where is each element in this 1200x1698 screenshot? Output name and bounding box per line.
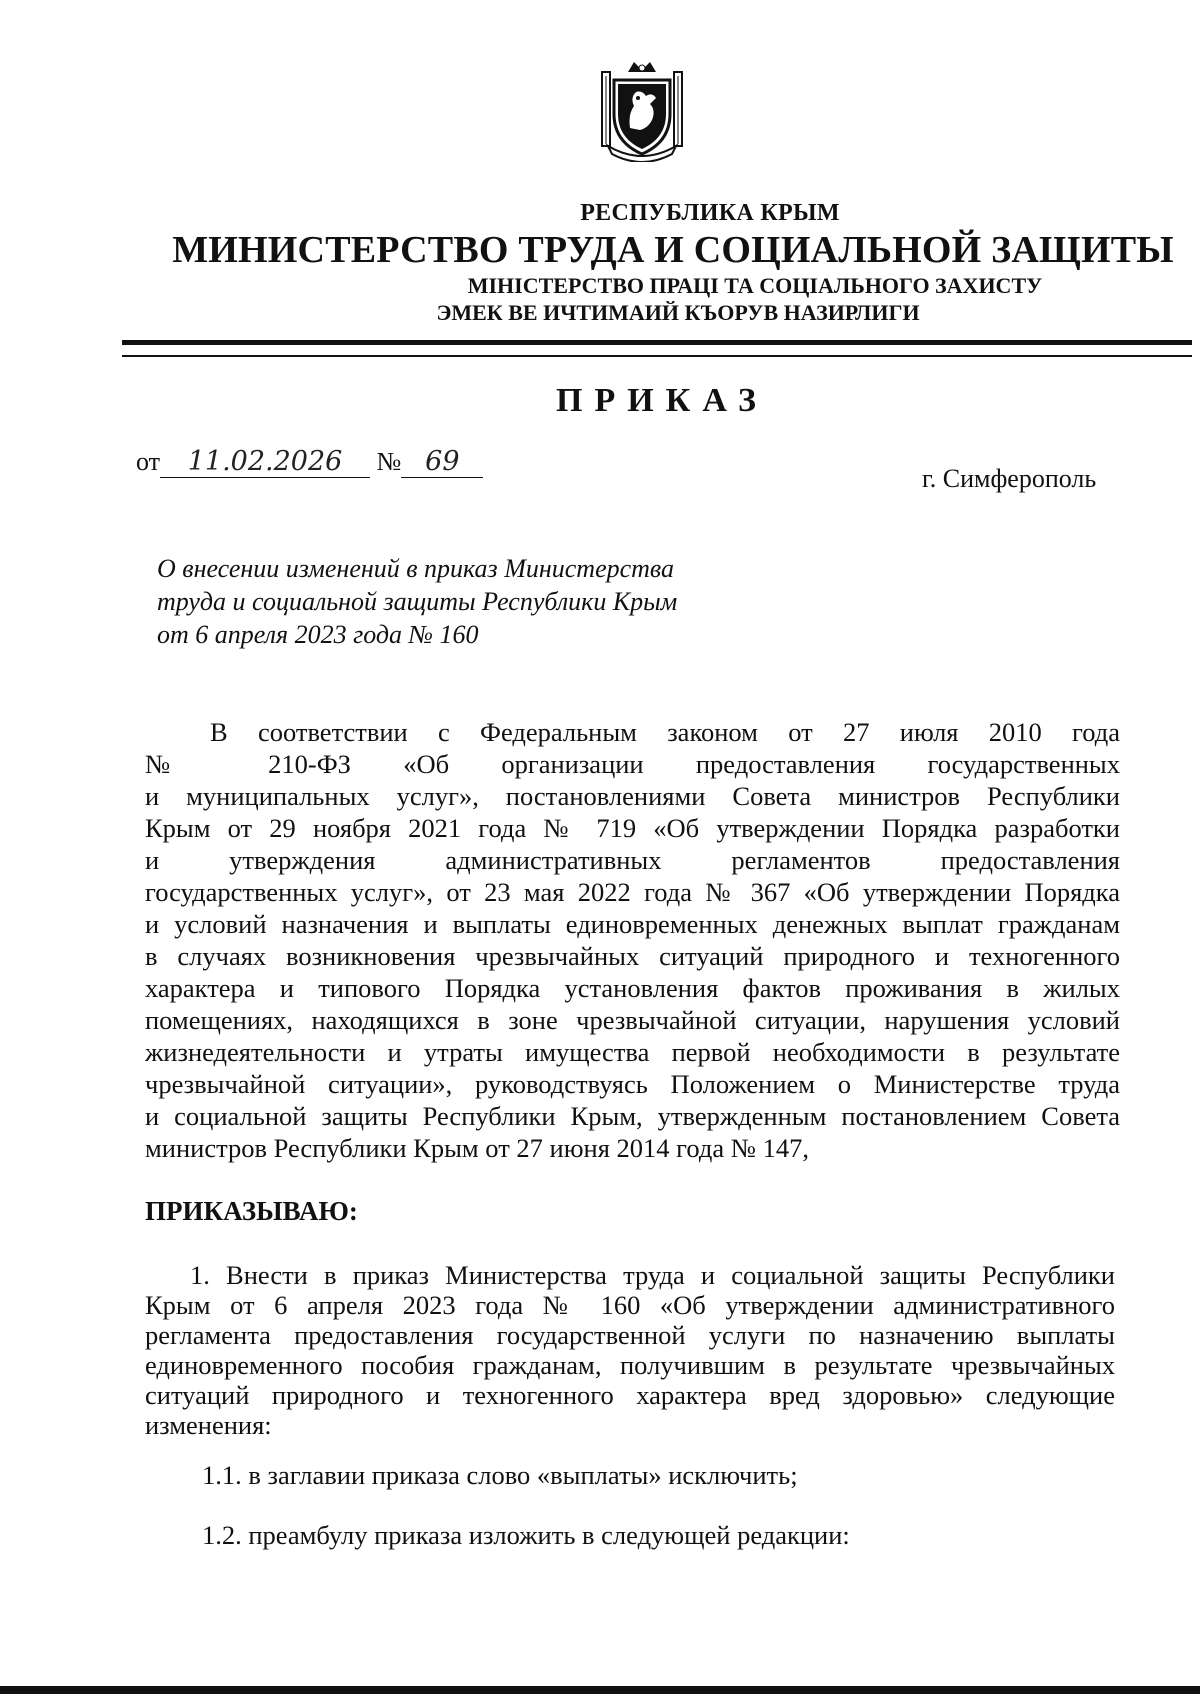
handwritten-number: 69	[425, 446, 460, 477]
ministry-heading-ukrainian: МІНІСТЕРСТВО ПРАЦІ ТА СОЦІАЛЬНОГО ЗАХИСТУ	[467, 273, 1043, 298]
subject-line: труда и социальной защиты Республики Крым	[157, 587, 678, 616]
preamble-paragraph	[145, 716, 1120, 1164]
republic-heading: РЕСПУБЛИКА КРЫМ	[580, 200, 840, 226]
preamble-line: и муниципальных услуг», постановлениями Совета министров Республики	[145, 781, 1120, 811]
preamble-line: чрезвычайной ситуации», руководствуясь Положением о Министерстве труда	[145, 1069, 1120, 1099]
item-line: ситуаций природного и техногенного характера вред здоровью» следующие	[145, 1380, 1115, 1410]
preamble-line: и социальной защиты Республики Крым, утвержденным постановлением Совета	[145, 1101, 1120, 1131]
preamble-line: и условий назначения и выплаты единовременных денежных выплат гражданам	[145, 909, 1120, 939]
crimea-coat-of-arms-icon	[600, 58, 684, 162]
preamble-line: помещениях, находящихся в зоне чрезвычайной ситуации, нарушения условий	[145, 1005, 1120, 1035]
header-divider-thick	[122, 340, 1192, 345]
item-line: регламента предоставления государственной услуги по назначению выплаты	[145, 1320, 1115, 1350]
ministry-heading: МИНИСТЕРСТВО ТРУДА И СОЦИАЛЬНОЙ ЗАЩИТЫ	[172, 229, 1174, 271]
document-subject	[157, 552, 737, 651]
preamble-line: № 210-ФЗ «Об организации предоставления государственных	[145, 749, 1120, 779]
header-divider-thin	[122, 355, 1192, 357]
date-number-line	[136, 446, 483, 478]
preamble-line: в случаях возникновения чрезвычайных ситуаций природного и техногенного	[145, 941, 1120, 971]
date-prefix: от	[136, 447, 161, 476]
preamble-line: характера и типового Порядка установления фактов проживания в жилых	[145, 973, 1120, 1003]
preamble-line: и утверждения административных регламентов предоставления	[145, 845, 1120, 875]
scan-bottom-edge	[0, 1686, 1200, 1694]
number-field	[401, 446, 483, 478]
subject-line: О внесении изменений в приказ Министерства	[157, 554, 675, 583]
sub-item-1-2: 1.2. преамбулу приказа изложить в следующей редакции:	[202, 1520, 850, 1550]
item-line: единовременного пособия гражданам, получившим в результате чрезвычайных	[145, 1350, 1115, 1380]
order-directive: ПРИКАЗЫВАЮ:	[145, 1196, 358, 1226]
preamble-line: Крым от 29 ноября 2021 года № 719 «Об утверждении Порядка разработки	[145, 813, 1120, 843]
subject-line: от 6 апреля 2023 года № 160	[157, 620, 479, 649]
city-label: г. Симферополь	[922, 464, 1097, 493]
preamble-line: жизнедеятельности и утраты имущества первой необходимости в результате	[145, 1037, 1120, 1067]
item-line: 1. Внести в приказ Министерства труда и социальной защиты Республики	[190, 1260, 1115, 1290]
item-1-paragraph	[145, 1260, 1115, 1440]
handwritten-date: 11.02.2026	[187, 446, 343, 477]
date-field	[160, 446, 370, 478]
preamble-line: государственных услуг», от 23 мая 2022 года № 367 «Об утверждении Порядка	[145, 877, 1120, 907]
item-line: Крым от 6 апреля 2023 года № 160 «Об утверждении административного	[145, 1290, 1115, 1320]
number-label: №	[376, 447, 402, 476]
sub-item-1-1: 1.1. в заглавии приказа слово «выплаты» исключить;	[202, 1460, 798, 1490]
item-line: изменения:	[145, 1410, 272, 1440]
document-title: ПРИКАЗ	[556, 382, 768, 419]
ministry-heading-crimean-tatar: ЭМЕК ВЕ ИЧТИМАИЙ КЪОРУВ НАЗИРЛИГИ	[436, 300, 920, 325]
preamble-line: В соответствии с Федеральным законом от 27 июля 2010 года	[210, 717, 1120, 747]
preamble-line: министров Республики Крым от 27 июня 2014 года № 147,	[145, 1133, 809, 1163]
